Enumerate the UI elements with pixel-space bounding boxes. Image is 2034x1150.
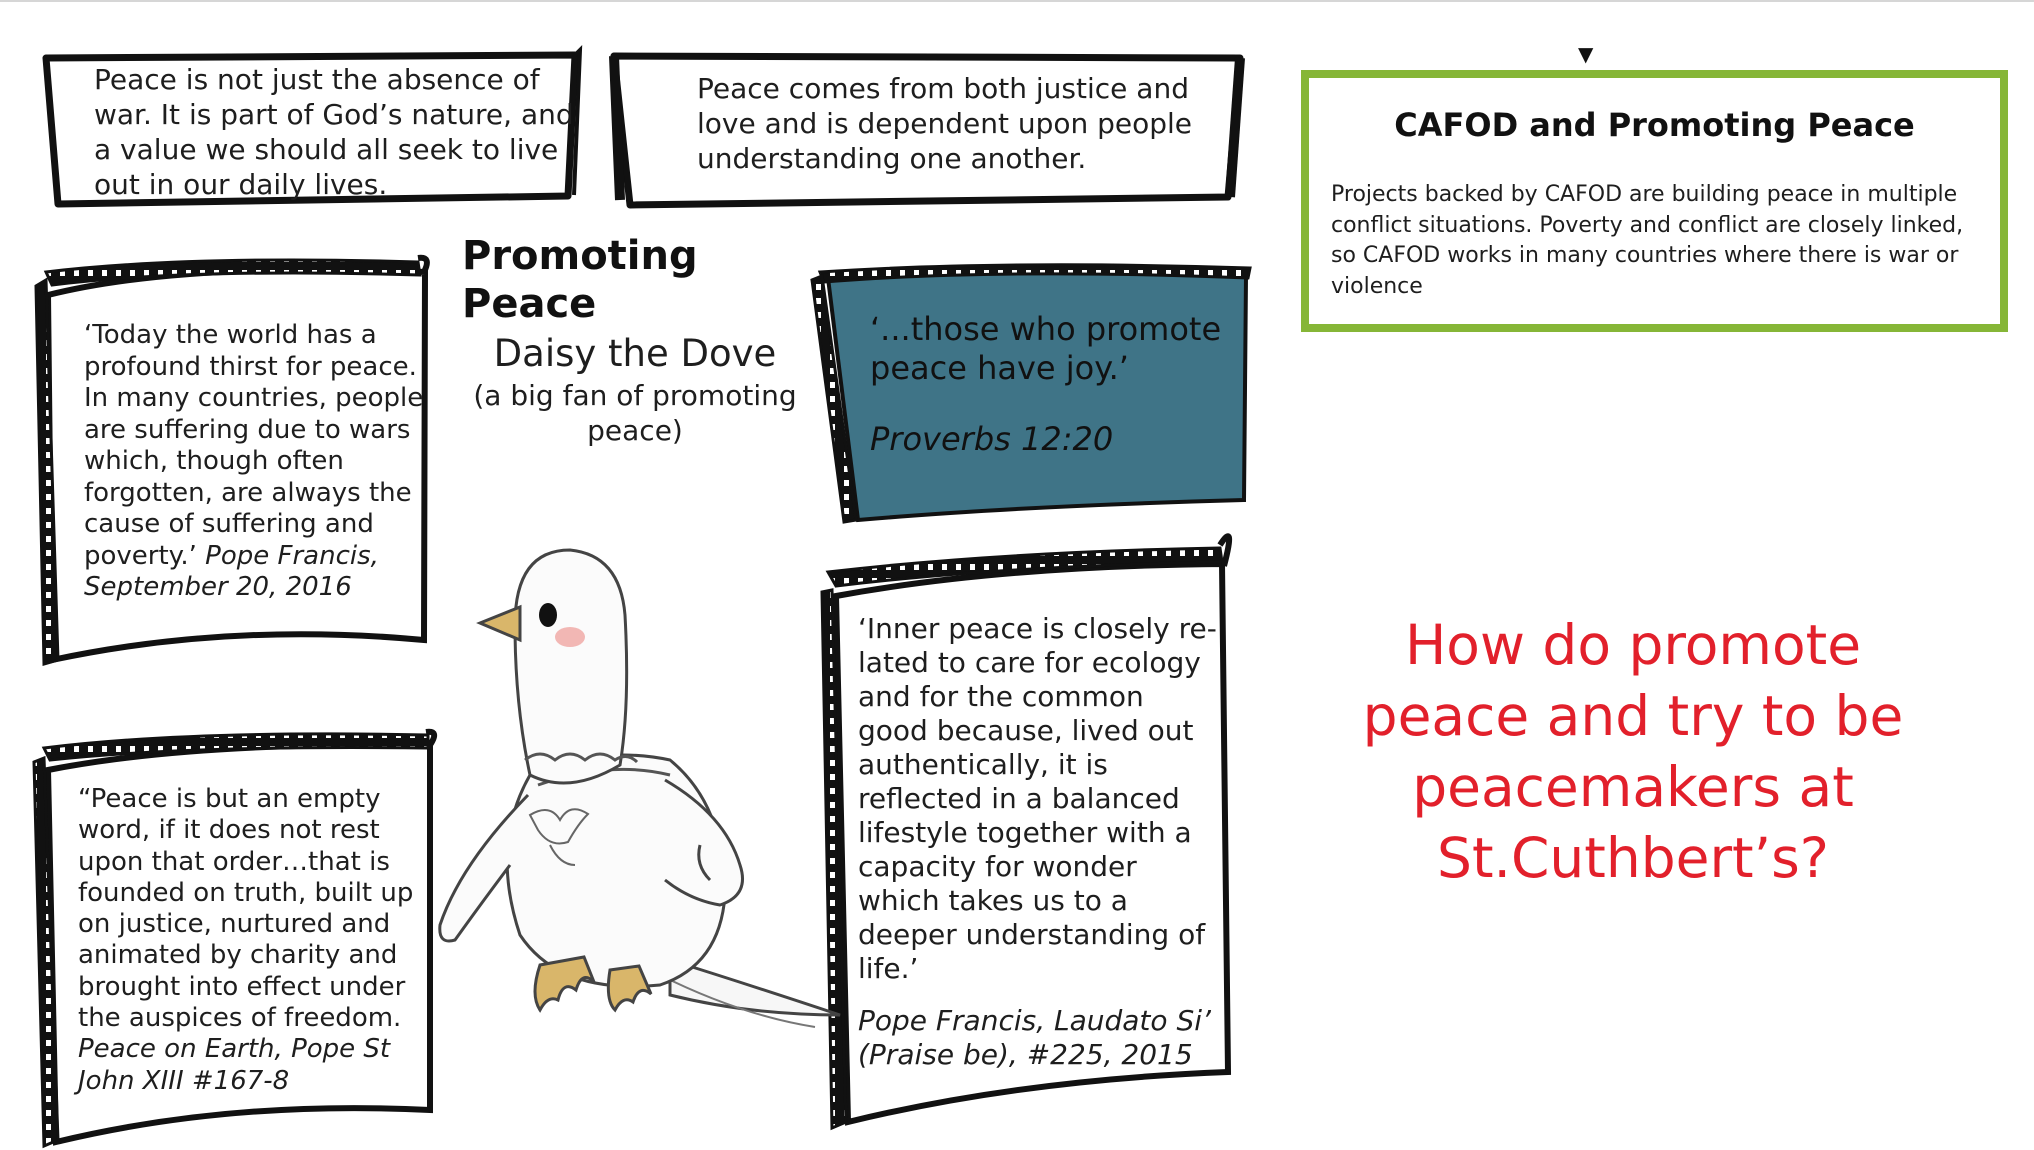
quote-thirst-citation: Pope Francis, September 20, 2016 bbox=[84, 540, 379, 602]
quote-inner-peace bbox=[858, 612, 1218, 1072]
quote-justice-and-love: Peace comes from both justice and love and is dependent upon people understanding one another. bbox=[697, 72, 1193, 175]
daisy-dove-illustration bbox=[420, 545, 840, 1035]
quote-proverbs bbox=[870, 310, 1230, 459]
daisy-name: Daisy the Dove bbox=[493, 332, 777, 375]
quote-thirst-text: ‘Today the world has a profound thirst for peace. In many countries, people are suffering due to wars which, though often forgotten, are always the cause of suffering and poverty.’ bbox=[84, 320, 424, 571]
discussion-question: How do promote peace and try to be peacemakers at St.Cuthbert’s? bbox=[1362, 613, 1904, 890]
quote-empty-word bbox=[78, 784, 418, 1097]
quote-empty-word-citation: Peace on Earth, Pope St John XIII #167-8 bbox=[78, 1034, 391, 1096]
quote-proverbs-text: ‘...those who promote peace have joy.’ bbox=[870, 310, 1222, 387]
quote-absence-of-war: Peace is not just the absence of war. It is part of God’s nature, and a value we should all seek to live out in our daily lives. bbox=[94, 63, 574, 201]
daisy-subtitle: (a big fan of promoting peace) bbox=[473, 379, 797, 447]
quote-proverbs-citation: Proverbs 12:20 bbox=[870, 420, 1114, 458]
page-title: Promoting Peace bbox=[462, 233, 698, 327]
quote-inner-peace-text: ‘Inner peace is closely re-lated to care for ecology and for the common good because, lived out authentically, it is reflected in a balanced lifestyle together with a capacity for wonder which takes us to a deeper understanding of life.’ bbox=[858, 612, 1217, 985]
quote-empty-word-text: “Peace is but an empty word, if it does not rest upon that order…that is founded on truth, built up on justice, nurtured and animated by charity and brought into effect under the auspices of freedom. bbox=[78, 784, 414, 1034]
cafod-title: CAFOD and Promoting Peace bbox=[1394, 106, 1915, 144]
daisy-caption bbox=[460, 330, 810, 448]
quote-thirst-for-peace bbox=[84, 320, 424, 604]
cafod-box bbox=[1301, 70, 2008, 332]
cafod-body: Projects backed by CAFOD are building peace in multiple conflict situations. Poverty and conflict are closely linked, so CAFOD works in many countries where there is war or violence bbox=[1331, 182, 1964, 299]
quote-inner-peace-citation: Pope Francis, Laudato Si’ (Praise be), #225, 2015 bbox=[858, 1004, 1211, 1071]
dropdown-arrow-icon: ▼ bbox=[1578, 42, 1594, 66]
